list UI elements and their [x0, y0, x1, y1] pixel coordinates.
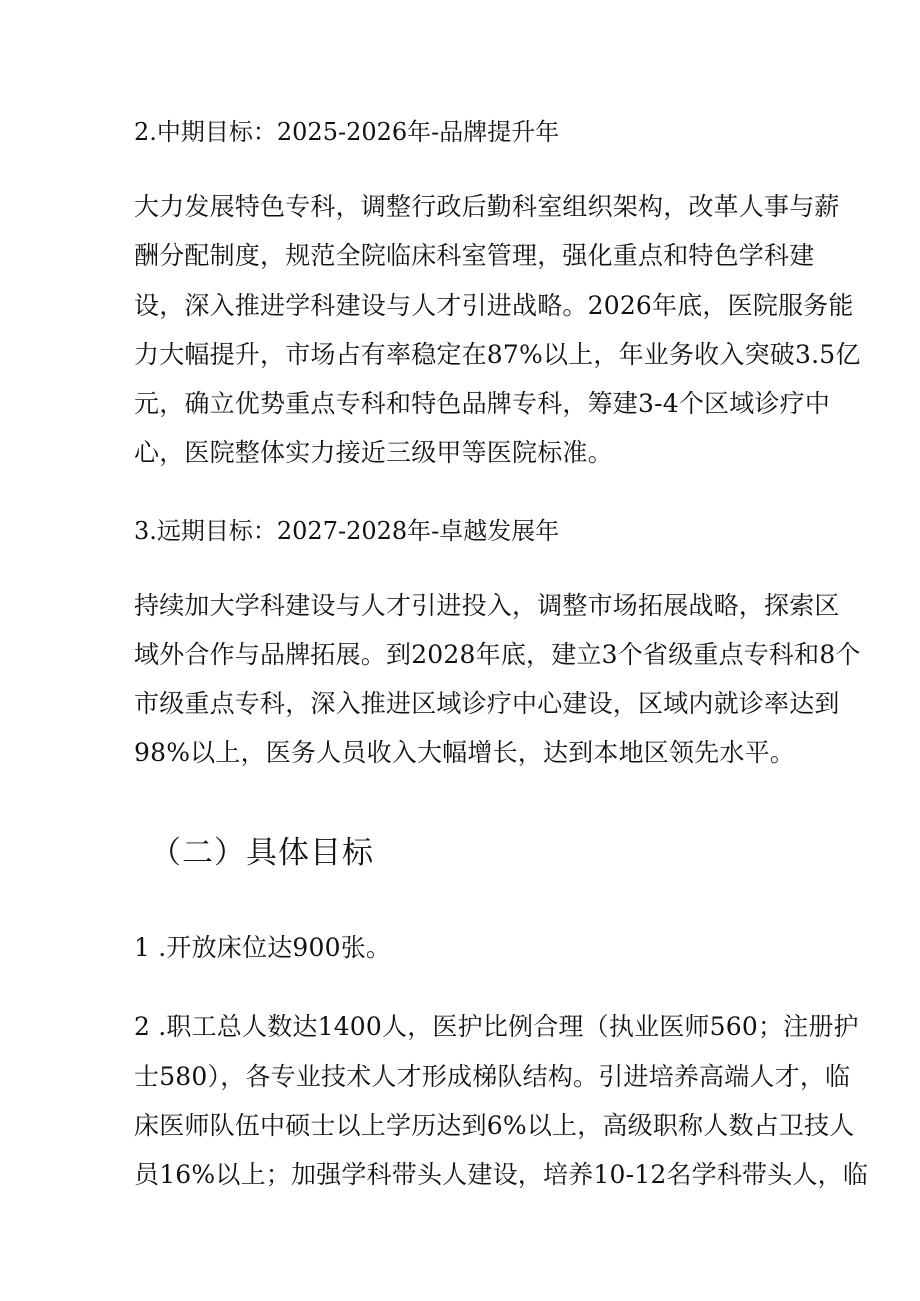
paragraph-line: 98%以上，医务人员收入大幅增长，达到本地区领先水平。 [134, 738, 795, 767]
paragraph-line: 员16%以上；加强学科带头人建设，培养10-12名学科带头人，临 [134, 1160, 869, 1189]
paragraph-line: 2 .职工总人数达1400人，医护比例合理（执业医师560；注册护 [134, 1012, 859, 1041]
long-term-goal-heading: 3.远期目标：2027-2028年-卓越发展年 [134, 517, 560, 545]
paragraph-line: 心，医院整体实力接近三级甲等医院标准。 [134, 438, 613, 467]
paragraph-line: 设，深入推进学科建设与人才引进战略。2026年底，医院服务能 [134, 291, 854, 320]
mid-term-goal-heading: 2.中期目标：2025-2026年-品牌提升年 [134, 118, 560, 146]
paragraph-line: 元，确立优势重点专科和特色品牌专科，筹建3-4个区域诊疗中 [134, 389, 831, 418]
paragraph-line: 力大幅提升，市场占有率稳定在87%以上，年业务收入突破3.5亿 [134, 340, 861, 369]
specific-goals-title: （二）具体目标 [150, 835, 374, 871]
paragraph-line: 域外合作与品牌拓展。到2028年底，建立3个省级重点专科和8个 [134, 640, 861, 669]
paragraph-line: 床医师队伍中硕士以上学历达到6%以上，高级职称人数占卫技人 [134, 1111, 855, 1140]
paragraph-line: 士580），各专业技术人才形成梯队结构。引进培养高端人才，临 [134, 1062, 851, 1091]
paragraph-line: 持续加大学科建设与人才引进投入，调整市场拓展战略，探索区 [134, 591, 840, 620]
specific-goal-item-1: 1 .开放床位达900张。 [134, 933, 392, 962]
paragraph-line: 市级重点专科，深入推进区域诊疗中心建设，区域内就诊率达到 [134, 689, 840, 718]
paragraph-line: 大力发展特色专科，调整行政后勤科室组织架构，改革人事与薪 [134, 192, 840, 221]
paragraph-line: 酬分配制度，规范全院临床科室管理，强化重点和特色学科建 [134, 241, 815, 270]
